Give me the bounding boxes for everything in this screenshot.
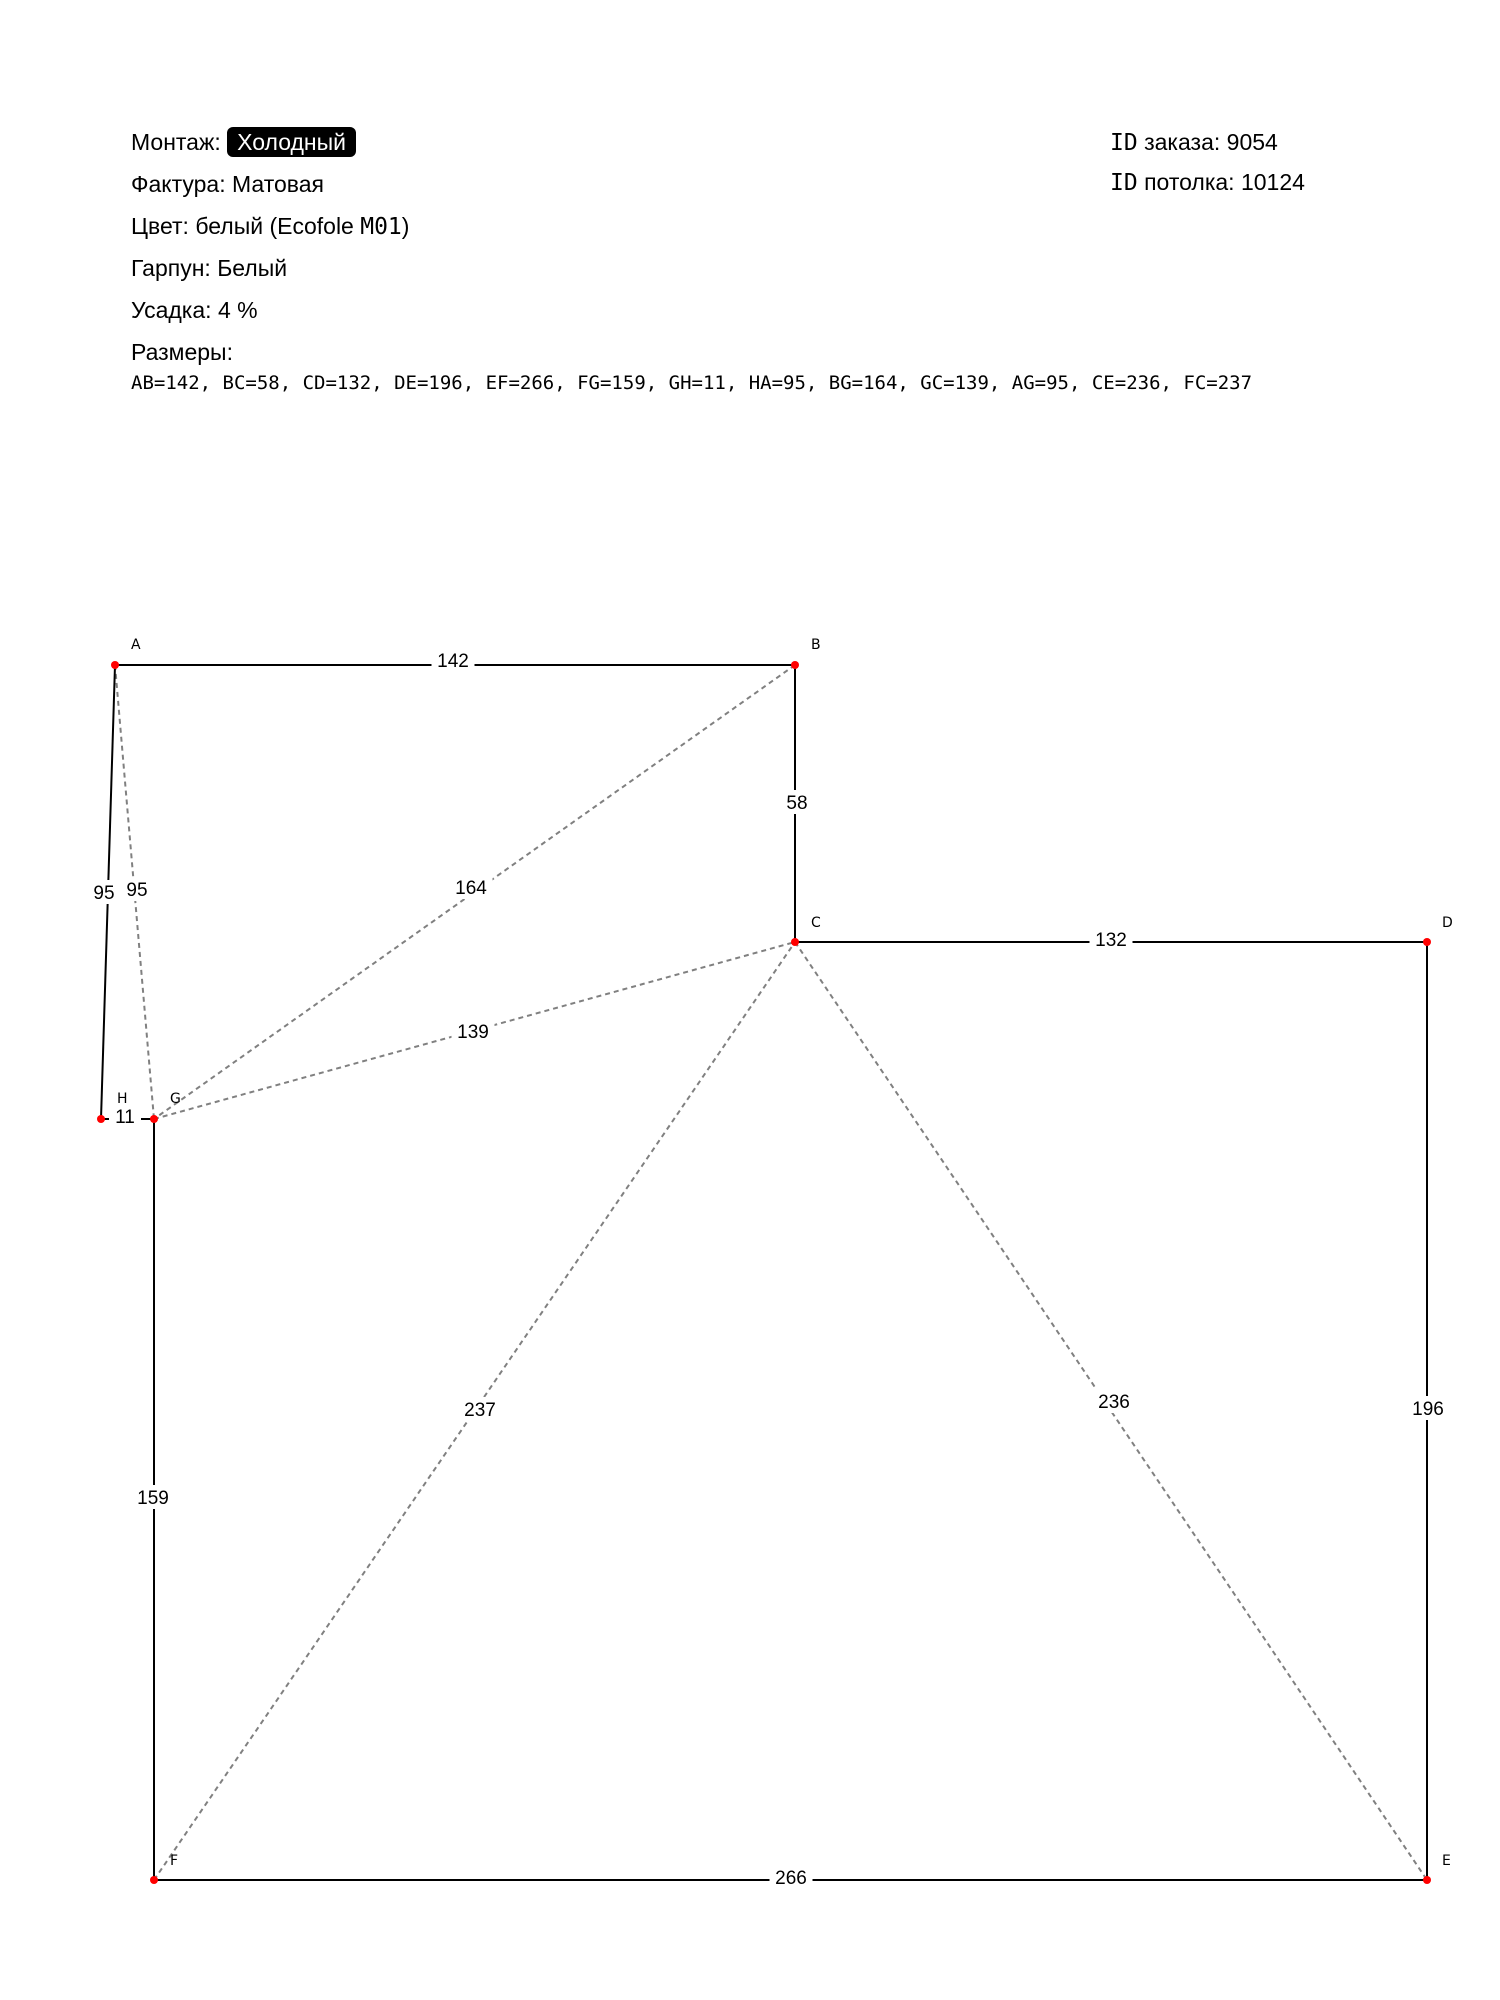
vertex-B [791,661,799,669]
edge-length-CD: 132 [1095,930,1127,951]
ceiling-id-value: 10124 [1240,169,1305,195]
texture-label: Фактура: [131,171,226,197]
vertex-label-E: E [1442,1853,1451,1869]
vertex-G [150,1115,158,1123]
vertices-layer [97,637,1453,1884]
diagonal-length-CE: 236 [1098,1392,1130,1413]
edge-length-AB: 142 [437,651,469,672]
color-value-brand: Ecofole [277,213,354,239]
color-label: Цвет: [131,213,189,239]
edge-length-FG: 159 [137,1488,169,1509]
vertex-label-A: A [131,637,141,653]
vertex-label-G: G [170,1091,181,1107]
shrink-label: Усадка: [131,297,212,323]
edge-length-GH: 11 [115,1107,135,1128]
diagonal-length-FC: 237 [464,1400,496,1421]
sizes-value: AB=142, BC=58, CD=132, DE=196, EF=266, FG=159, GH=11, HA=95, BG=164, GC=139, AG=95, CE=236, FC=237 [131,372,1253,394]
harpoon-value: Белый [217,255,288,281]
edge-length-EF: 266 [775,1868,807,1889]
vertex-label-D: D [1442,915,1453,931]
diagonal-length-AG: 95 [126,880,148,901]
edges-layer [101,665,1427,1880]
vertex-E [1423,1876,1431,1884]
color-value-suffix: ) [401,213,410,239]
mount-label: Монтаж: [131,129,221,155]
vertex-A [111,661,119,669]
color-value-code: M01 [360,214,402,240]
vertex-D [1423,938,1431,946]
diagonals-layer [115,665,1427,1880]
length-labels-layer [88,648,1450,1889]
mount-value-badge: Холодный [227,127,356,157]
vertex-label-F: F [170,1853,179,1869]
order-id-prefix: ID [1110,130,1138,156]
vertex-label-C: C [811,915,821,931]
vertex-label-B: B [811,637,821,653]
shrink-value: 4 % [217,297,258,323]
ceiling-id-prefix: ID [1110,170,1138,196]
diagonal-length-BG: 164 [455,878,487,899]
vertex-F [150,1876,158,1884]
vertex-H [97,1115,105,1123]
vertex-label-H: H [117,1091,128,1107]
order-id-label: заказа: [1144,129,1221,155]
ceiling-id-label: потолка: [1144,169,1235,195]
order-id-value: 9054 [1226,129,1278,155]
texture-value: Матовая [232,171,324,197]
edge-length-HA: 95 [93,883,115,904]
edge-length-DE: 196 [1412,1399,1444,1420]
diagonal-length-GC: 139 [457,1022,489,1043]
sizes-label: Размеры: [131,339,233,365]
color-value-prefix: белый ( [195,213,278,239]
vertex-C [791,938,799,946]
harpoon-label: Гарпун: [131,255,211,281]
edge-length-BC: 58 [786,793,808,814]
